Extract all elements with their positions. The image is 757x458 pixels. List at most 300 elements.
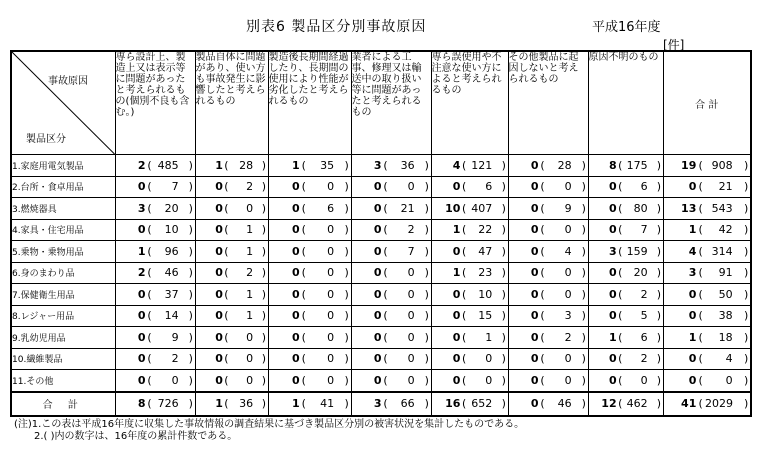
close-paren: ) bbox=[344, 223, 349, 237]
close-paren: ) bbox=[424, 158, 429, 172]
cumulative-count: 7 bbox=[407, 244, 415, 258]
close-paren: ) bbox=[581, 244, 586, 258]
cumulative-count: 2 bbox=[246, 180, 254, 194]
case-count: 1 bbox=[292, 158, 300, 172]
close-paren: ) bbox=[501, 287, 506, 301]
cumulative-count: 0 bbox=[246, 201, 254, 215]
cumulative-count: 4 bbox=[564, 244, 572, 258]
close-paren: ) bbox=[501, 180, 506, 194]
data-cell bbox=[268, 305, 351, 327]
data-cell bbox=[431, 241, 508, 263]
close-paren: ) bbox=[501, 266, 506, 280]
close-paren: ) bbox=[743, 309, 749, 323]
data-cell bbox=[268, 219, 351, 241]
case-count: 0 bbox=[215, 180, 223, 194]
data-cell bbox=[508, 348, 588, 370]
open-paren: ( bbox=[301, 158, 306, 172]
cumulative-count: 0 bbox=[327, 180, 335, 194]
case-count: 4 bbox=[452, 158, 461, 172]
case-count: 0 bbox=[292, 223, 300, 237]
close-paren: ) bbox=[656, 244, 661, 258]
case-count: 0 bbox=[215, 352, 223, 366]
open-paren: ( bbox=[383, 266, 388, 280]
row-label: 4.家具・住宅用品 bbox=[11, 219, 115, 241]
data-cell bbox=[115, 262, 195, 284]
open-paren: ( bbox=[618, 180, 623, 194]
data-cell bbox=[115, 370, 195, 392]
open-paren: ( bbox=[462, 330, 467, 344]
cumulative-count: 15 bbox=[478, 309, 493, 323]
cumulative-count: 908 bbox=[711, 158, 733, 172]
data-cell bbox=[588, 348, 663, 370]
close-paren: ) bbox=[344, 373, 349, 387]
open-paren: ( bbox=[618, 373, 623, 387]
case-count: 1 bbox=[215, 158, 223, 172]
open-paren: ( bbox=[383, 244, 388, 258]
data-cell bbox=[268, 370, 351, 392]
close-paren: ) bbox=[261, 287, 267, 301]
data-cell bbox=[508, 327, 588, 349]
open-paren: ( bbox=[147, 180, 152, 194]
row-label: 9.乳幼児用品 bbox=[11, 327, 115, 349]
open-paren: ( bbox=[462, 223, 467, 237]
open-paren: ( bbox=[698, 158, 703, 172]
data-cell bbox=[508, 219, 588, 241]
case-count: 0 bbox=[688, 180, 697, 194]
data-cell bbox=[195, 284, 268, 306]
data-cell bbox=[663, 305, 751, 327]
case-count: 1 bbox=[452, 266, 461, 280]
case-count: 13 bbox=[681, 201, 697, 215]
cumulative-count: 121 bbox=[471, 158, 493, 172]
open-paren: ( bbox=[698, 373, 703, 387]
open-paren: ( bbox=[540, 180, 545, 194]
case-count: 0 bbox=[530, 373, 539, 387]
open-paren: ( bbox=[147, 223, 152, 237]
cumulative-count: 37 bbox=[164, 287, 179, 301]
data-cell bbox=[588, 370, 663, 392]
case-count: 1 bbox=[452, 223, 461, 237]
col-header-product-and-usage: 製品自体に問題があり、使い方も事故発生に影響したと考えられるもの bbox=[195, 51, 268, 155]
open-paren: ( bbox=[147, 158, 152, 172]
open-paren: ( bbox=[383, 352, 388, 366]
close-paren: ) bbox=[656, 180, 661, 194]
open-paren: ( bbox=[540, 201, 545, 215]
close-paren: ) bbox=[344, 180, 349, 194]
row-label: 2.台所・食卓用品 bbox=[11, 176, 115, 198]
close-paren: ) bbox=[581, 373, 586, 387]
open-paren: ( bbox=[383, 180, 388, 194]
close-paren: ) bbox=[424, 266, 429, 280]
close-paren: ) bbox=[188, 180, 193, 194]
case-count: 3 bbox=[373, 397, 382, 410]
case-count: 19 bbox=[681, 158, 697, 172]
data-cell bbox=[588, 327, 663, 349]
open-paren: ( bbox=[383, 397, 388, 410]
data-cell bbox=[195, 370, 268, 392]
cumulative-count: 6 bbox=[640, 180, 648, 194]
cumulative-count: 6 bbox=[485, 180, 493, 194]
table-row bbox=[11, 348, 751, 370]
cumulative-count: 96 bbox=[164, 244, 179, 258]
case-count: 0 bbox=[688, 309, 697, 323]
cumulative-count: 21 bbox=[718, 180, 733, 194]
data-cell bbox=[268, 284, 351, 306]
data-cell bbox=[351, 284, 431, 306]
cumulative-count: 0 bbox=[485, 352, 493, 366]
cumulative-count: 1 bbox=[246, 309, 254, 323]
close-paren: ) bbox=[656, 223, 661, 237]
data-cell bbox=[351, 305, 431, 327]
total-label: 合 計 bbox=[11, 392, 115, 416]
close-paren: ) bbox=[743, 223, 749, 237]
close-paren: ) bbox=[424, 201, 429, 215]
cumulative-count: 0 bbox=[327, 373, 335, 387]
data-cell bbox=[351, 219, 431, 241]
close-paren: ) bbox=[501, 223, 506, 237]
cumulative-count: 0 bbox=[246, 373, 254, 387]
close-paren: ) bbox=[743, 352, 749, 366]
case-count: 0 bbox=[292, 287, 300, 301]
open-paren: ( bbox=[540, 330, 545, 344]
close-paren: ) bbox=[261, 397, 267, 410]
data-cell bbox=[588, 198, 663, 220]
close-paren: ) bbox=[261, 373, 267, 387]
table-row bbox=[11, 284, 751, 306]
cumulative-count: 0 bbox=[407, 287, 415, 301]
close-paren: ) bbox=[188, 397, 193, 410]
data-cell bbox=[431, 176, 508, 198]
data-cell bbox=[663, 370, 751, 392]
open-paren: ( bbox=[383, 287, 388, 301]
case-count: 0 bbox=[292, 180, 300, 194]
close-paren: ) bbox=[581, 180, 586, 194]
cumulative-count: 0 bbox=[171, 373, 179, 387]
cumulative-count: 0 bbox=[407, 330, 415, 344]
case-count: 1 bbox=[292, 397, 300, 410]
close-paren: ) bbox=[581, 287, 586, 301]
close-paren: ) bbox=[743, 266, 749, 280]
open-paren: ( bbox=[301, 397, 306, 410]
open-paren: ( bbox=[618, 244, 623, 258]
close-paren: ) bbox=[656, 352, 661, 366]
data-cell bbox=[663, 262, 751, 284]
table-row bbox=[11, 370, 751, 392]
data-cell bbox=[115, 284, 195, 306]
table-row bbox=[11, 176, 751, 198]
cumulative-count: 91 bbox=[718, 266, 733, 280]
open-paren: ( bbox=[462, 244, 467, 258]
case-count: 0 bbox=[292, 309, 300, 323]
open-paren: ( bbox=[301, 287, 306, 301]
data-cell bbox=[588, 155, 663, 177]
close-paren: ) bbox=[424, 180, 429, 194]
open-paren: ( bbox=[224, 330, 229, 344]
case-count: 0 bbox=[608, 201, 617, 215]
data-cell bbox=[268, 392, 351, 416]
data-cell bbox=[115, 305, 195, 327]
case-count: 0 bbox=[608, 309, 617, 323]
close-paren: ) bbox=[424, 287, 429, 301]
case-count: 0 bbox=[530, 330, 539, 344]
case-count: 0 bbox=[292, 352, 300, 366]
close-paren: ) bbox=[501, 158, 506, 172]
data-cell bbox=[351, 370, 431, 392]
close-paren: ) bbox=[656, 309, 661, 323]
cumulative-count: 0 bbox=[407, 266, 415, 280]
case-count: 0 bbox=[137, 330, 146, 344]
open-paren: ( bbox=[698, 287, 703, 301]
close-paren: ) bbox=[743, 180, 749, 194]
case-count: 0 bbox=[215, 330, 223, 344]
case-count: 0 bbox=[292, 201, 300, 215]
page-title: 別表6 製品区分別事故原因 bbox=[246, 19, 427, 35]
open-paren: ( bbox=[301, 330, 306, 344]
close-paren: ) bbox=[743, 201, 749, 215]
cumulative-count: 7 bbox=[171, 180, 179, 194]
data-cell bbox=[195, 392, 268, 416]
case-count: 0 bbox=[530, 158, 539, 172]
close-paren: ) bbox=[261, 309, 267, 323]
close-paren: ) bbox=[656, 201, 661, 215]
data-cell bbox=[351, 155, 431, 177]
data-cell bbox=[663, 219, 751, 241]
data-cell bbox=[115, 155, 195, 177]
data-cell bbox=[431, 327, 508, 349]
data-cell bbox=[508, 241, 588, 263]
case-count: 0 bbox=[530, 309, 539, 323]
close-paren: ) bbox=[656, 158, 661, 172]
row-label: 5.乗物・乗物用品 bbox=[11, 241, 115, 263]
open-paren: ( bbox=[301, 180, 306, 194]
case-count: 0 bbox=[608, 352, 617, 366]
data-cell bbox=[195, 241, 268, 263]
total-row bbox=[11, 392, 751, 416]
case-count: 0 bbox=[215, 201, 223, 215]
data-cell bbox=[195, 219, 268, 241]
open-paren: ( bbox=[147, 309, 152, 323]
open-paren: ( bbox=[618, 158, 623, 172]
open-paren: ( bbox=[462, 158, 467, 172]
cumulative-count: 0 bbox=[564, 266, 572, 280]
cumulative-count: 46 bbox=[164, 266, 179, 280]
data-cell bbox=[351, 348, 431, 370]
case-count: 41 bbox=[681, 397, 697, 410]
cumulative-count: 20 bbox=[633, 266, 648, 280]
case-count: 4 bbox=[688, 244, 697, 258]
case-count: 1 bbox=[608, 330, 617, 344]
open-paren: ( bbox=[147, 397, 152, 410]
close-paren: ) bbox=[261, 223, 267, 237]
close-paren: ) bbox=[743, 373, 749, 387]
close-paren: ) bbox=[501, 244, 506, 258]
case-count: 1 bbox=[215, 397, 223, 410]
cumulative-count: 0 bbox=[485, 373, 493, 387]
case-count: 2 bbox=[137, 266, 146, 280]
case-count: 3 bbox=[608, 244, 617, 258]
footnote-2: 2.( )内の数字は、16年度の累計件数である。 bbox=[34, 431, 238, 442]
cumulative-count: 50 bbox=[718, 287, 733, 301]
close-paren: ) bbox=[261, 201, 267, 215]
data-cell bbox=[588, 392, 663, 416]
case-count: 0 bbox=[373, 244, 382, 258]
unit-label: [件] bbox=[663, 38, 685, 52]
row-label: 11.その他 bbox=[11, 370, 115, 392]
open-paren: ( bbox=[618, 352, 623, 366]
table-row bbox=[11, 327, 751, 349]
case-count: 0 bbox=[452, 309, 461, 323]
close-paren: ) bbox=[424, 223, 429, 237]
cumulative-count: 1 bbox=[246, 223, 254, 237]
case-count: 0 bbox=[373, 223, 382, 237]
close-paren: ) bbox=[344, 244, 349, 258]
case-count: 0 bbox=[530, 397, 539, 410]
case-count: 0 bbox=[608, 373, 617, 387]
open-paren: ( bbox=[618, 309, 623, 323]
data-cell bbox=[508, 305, 588, 327]
data-cell bbox=[663, 348, 751, 370]
cumulative-count: 20 bbox=[164, 201, 179, 215]
cumulative-count: 0 bbox=[327, 352, 335, 366]
close-paren: ) bbox=[261, 244, 267, 258]
open-paren: ( bbox=[224, 373, 229, 387]
cumulative-count: 42 bbox=[718, 223, 733, 237]
close-paren: ) bbox=[344, 201, 349, 215]
close-paren: ) bbox=[188, 244, 193, 258]
case-count: 0 bbox=[452, 244, 461, 258]
close-paren: ) bbox=[743, 244, 749, 258]
cumulative-count: 23 bbox=[478, 266, 493, 280]
case-count: 0 bbox=[530, 201, 539, 215]
cumulative-count: 9 bbox=[171, 330, 179, 344]
close-paren: ) bbox=[344, 287, 349, 301]
case-count: 0 bbox=[608, 180, 617, 194]
data-cell bbox=[115, 176, 195, 198]
data-cell bbox=[663, 327, 751, 349]
cumulative-count: 2 bbox=[171, 352, 179, 366]
data-cell bbox=[588, 219, 663, 241]
close-paren: ) bbox=[344, 309, 349, 323]
case-count: 0 bbox=[215, 287, 223, 301]
close-paren: ) bbox=[188, 373, 193, 387]
cumulative-count: 36 bbox=[400, 158, 415, 172]
col-header-other-causes: その他製品に起因しないと考えられるもの bbox=[508, 51, 588, 155]
case-count: 0 bbox=[688, 373, 697, 387]
open-paren: ( bbox=[462, 201, 467, 215]
data-cell bbox=[115, 219, 195, 241]
close-paren: ) bbox=[581, 223, 586, 237]
data-cell bbox=[508, 262, 588, 284]
col-header-unknown: 原因不明のもの bbox=[588, 51, 663, 155]
case-count: 1 bbox=[688, 223, 697, 237]
case-count: 0 bbox=[373, 180, 382, 194]
open-paren: ( bbox=[540, 397, 545, 410]
case-count: 0 bbox=[137, 223, 146, 237]
close-paren: ) bbox=[344, 352, 349, 366]
open-paren: ( bbox=[383, 223, 388, 237]
close-paren: ) bbox=[188, 158, 193, 172]
data-cell bbox=[351, 327, 431, 349]
cumulative-count: 28 bbox=[557, 158, 572, 172]
data-cell bbox=[431, 284, 508, 306]
case-count: 2 bbox=[137, 158, 146, 172]
open-paren: ( bbox=[224, 201, 229, 215]
open-paren: ( bbox=[540, 287, 545, 301]
close-paren: ) bbox=[188, 287, 193, 301]
close-paren: ) bbox=[261, 158, 267, 172]
cumulative-count: 726 bbox=[157, 397, 179, 410]
close-paren: ) bbox=[188, 266, 193, 280]
case-count: 3 bbox=[688, 266, 697, 280]
data-cell bbox=[431, 262, 508, 284]
close-paren: ) bbox=[188, 330, 193, 344]
case-count: 0 bbox=[452, 373, 461, 387]
cumulative-count: 9 bbox=[564, 201, 572, 215]
open-paren: ( bbox=[618, 287, 623, 301]
data-cell bbox=[268, 198, 351, 220]
case-count: 0 bbox=[215, 223, 223, 237]
cumulative-count: 80 bbox=[633, 201, 648, 215]
cumulative-count: 10 bbox=[164, 223, 179, 237]
close-paren: ) bbox=[581, 397, 586, 410]
open-paren: ( bbox=[698, 244, 703, 258]
cumulative-count: 66 bbox=[400, 397, 415, 410]
case-count: 0 bbox=[215, 266, 223, 280]
open-paren: ( bbox=[224, 180, 229, 194]
cumulative-count: 0 bbox=[246, 352, 254, 366]
open-paren: ( bbox=[301, 223, 306, 237]
open-paren: ( bbox=[301, 201, 306, 215]
open-paren: ( bbox=[224, 309, 229, 323]
case-count: 10 bbox=[445, 201, 461, 215]
cumulative-count: 22 bbox=[478, 223, 493, 237]
cumulative-count: 0 bbox=[407, 180, 415, 194]
data-cell bbox=[195, 155, 268, 177]
cumulative-count: 0 bbox=[327, 244, 335, 258]
case-count: 0 bbox=[530, 223, 539, 237]
close-paren: ) bbox=[188, 201, 193, 215]
data-cell bbox=[431, 370, 508, 392]
cumulative-count: 0 bbox=[564, 180, 572, 194]
cumulative-count: 14 bbox=[164, 309, 179, 323]
cumulative-count: 38 bbox=[718, 309, 733, 323]
cumulative-count: 0 bbox=[407, 352, 415, 366]
open-paren: ( bbox=[224, 352, 229, 366]
open-paren: ( bbox=[224, 266, 229, 280]
case-count: 0 bbox=[292, 373, 300, 387]
case-count: 0 bbox=[530, 287, 539, 301]
close-paren: ) bbox=[424, 330, 429, 344]
data-cell bbox=[588, 241, 663, 263]
open-paren: ( bbox=[618, 330, 623, 344]
cumulative-count: 4 bbox=[725, 352, 733, 366]
col-header-total: 合 計 bbox=[663, 51, 751, 155]
close-paren: ) bbox=[501, 397, 506, 410]
open-paren: ( bbox=[462, 180, 467, 194]
case-count: 0 bbox=[373, 352, 382, 366]
row-label: 1.家庭用電気製品 bbox=[11, 155, 115, 177]
case-count: 0 bbox=[608, 223, 617, 237]
header-row bbox=[11, 51, 751, 155]
close-paren: ) bbox=[581, 352, 586, 366]
close-paren: ) bbox=[743, 330, 749, 344]
open-paren: ( bbox=[698, 352, 703, 366]
cumulative-count: 0 bbox=[564, 223, 572, 237]
cumulative-count: 175 bbox=[626, 158, 648, 172]
open-paren: ( bbox=[462, 266, 467, 280]
cumulative-count: 0 bbox=[407, 373, 415, 387]
cumulative-count: 6 bbox=[327, 201, 335, 215]
